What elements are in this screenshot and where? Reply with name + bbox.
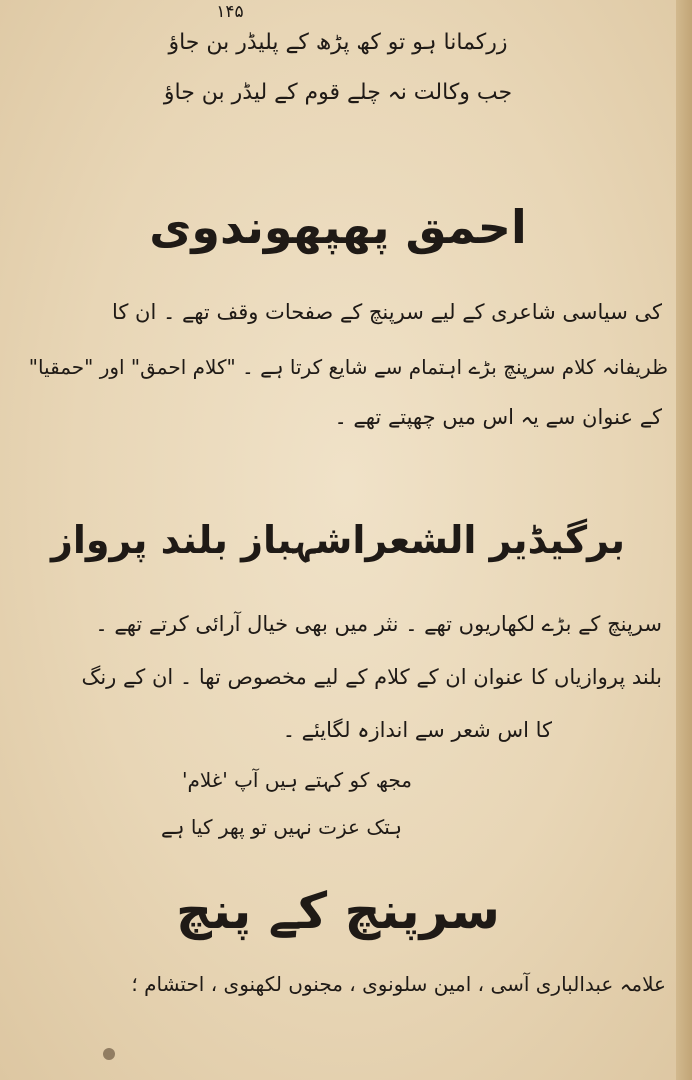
section1-line-3: کے عنوان سے یہ اس میں چھپتے تھے ۔ xyxy=(334,405,662,429)
couplet-line-1: مجھ کو کہتے ہیں آپ 'غلام' xyxy=(181,768,412,792)
section1-line-2: ظریفانہ کلام سرپنچ بڑے اہتمام سے شایع کرتا ہے ۔ "کلام احمق" اور "حمقیا" xyxy=(28,355,668,379)
top-verse-2: جب وکالت نہ چلے قوم کے لیڈر بن جاؤ xyxy=(163,80,513,105)
top-verse-1: زرکمانا ہو تو کھ پڑھ کے پلیڈر بن جاؤ xyxy=(168,30,508,55)
ink-spot xyxy=(103,1048,115,1060)
section3-names: علامہ عبدالباری آسی ، امین سلونوی ، مجنوں لکھنوی ، احتشام ؛ xyxy=(131,972,666,996)
section2-line-1: سرپنچ کے بڑے لکھاریوں تھے ۔ نثر میں بھی خیال آرائی کرتے تھے ۔ xyxy=(95,612,662,636)
section2-line-2: بلند پروازیاں کا عنوان ان کے کلام کے لیے مخصوص تھا ۔ ان کے رنگ xyxy=(81,665,662,689)
couplet-line-2: ہتک عزت نہیں تو پھر کیا ہے xyxy=(161,815,402,839)
section3-heading: سرپنچ کے پنچ xyxy=(176,882,500,940)
section1-heading: احمق پھپھوندوی xyxy=(149,200,527,254)
section2-line-3: کا اس شعر سے اندازہ لگایئے ۔ xyxy=(282,718,552,742)
section2-heading: برگیڈیر الشعراشہباز بلند پرواز xyxy=(50,518,626,562)
page-number: ۱۴۵ xyxy=(216,2,244,22)
section1-line-1: کی سیاسی شاعری کے لیے سرپنچ کے صفحات وقف تھے ۔ ان کا xyxy=(111,300,662,324)
page-edge xyxy=(676,0,692,1080)
